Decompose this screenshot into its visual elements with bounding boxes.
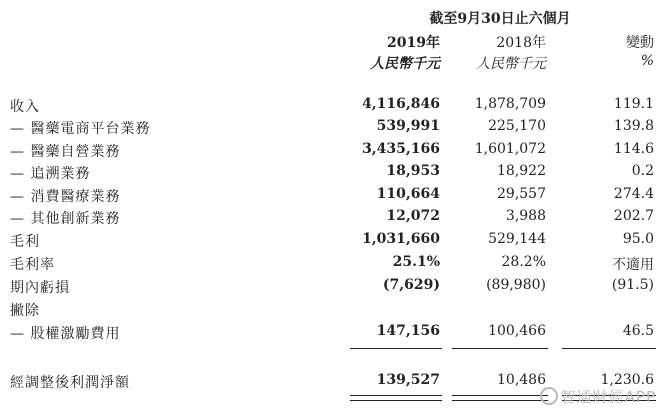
value-2018: 3,988: [505, 208, 546, 224]
total-double-rule-2018: [452, 395, 548, 401]
value-2018: 10,486: [497, 372, 546, 388]
table-row: [0, 186, 666, 208]
table-row: [0, 208, 666, 230]
watermark: [540, 386, 656, 407]
subtotal-rule-2019: [350, 348, 442, 349]
value-2018: 29,557: [497, 186, 546, 202]
row-label: 經調整後利潤淨額: [10, 375, 130, 391]
value-2019: 147,156: [376, 323, 440, 339]
value-2018: 529,144: [488, 231, 546, 247]
value-change: 0.2: [631, 163, 654, 179]
value-2018: 28.2%: [501, 254, 546, 270]
value-2019: 4,116,846: [362, 96, 440, 112]
value-2019: 18,953: [386, 163, 440, 179]
value-change: (91.5): [611, 277, 654, 293]
table-row: [0, 254, 666, 276]
value-2019: 110,664: [376, 186, 440, 202]
value-change: 不適用: [612, 257, 654, 273]
value-2018: (89,980): [486, 277, 546, 293]
year-2018-header: 2018年: [496, 35, 546, 51]
subtotal-rule-change: [562, 348, 656, 349]
year-2019-header: 2019年: [387, 35, 440, 51]
row-label: — 其他創新業務: [10, 211, 121, 227]
value-change: 46.5: [622, 323, 654, 339]
watermark-logo-icon: [540, 387, 558, 405]
row-label: — 醫藥電商平台業務: [10, 121, 151, 137]
value-2019: 25.1%: [392, 254, 440, 270]
table-row: [0, 163, 666, 185]
row-label: — 醫藥自營業務: [10, 144, 121, 160]
table-row: [0, 141, 666, 163]
row-label: 毛利: [10, 234, 40, 250]
row-label: 期內虧損: [10, 280, 70, 296]
table-row: [0, 231, 666, 253]
change-header: 變動: [626, 35, 654, 51]
table-row: [0, 323, 666, 345]
value-change: 202.7: [613, 208, 654, 224]
value-2018: 1,878,709: [474, 96, 546, 112]
value-2018: 1,601,072: [474, 141, 546, 157]
subtotal-rule-2018: [452, 348, 548, 349]
unit-2018: 人民幣千元: [476, 56, 546, 72]
value-2019: 139,527: [376, 372, 440, 388]
value-2019: 539,991: [376, 118, 440, 134]
value-change: 95.0: [622, 231, 654, 247]
value-2019: 12,072: [386, 208, 440, 224]
value-2019: 1,031,660: [362, 231, 440, 247]
unit-change: %: [640, 53, 654, 69]
value-2018: 18,922: [497, 163, 546, 179]
period-header: 截至9月30日止六個月: [429, 11, 571, 27]
value-2018: 225,170: [488, 118, 546, 134]
value-2019: (7,629): [382, 277, 440, 293]
value-change: 139.8: [613, 118, 654, 134]
row-label: — 股權激勵費用: [10, 326, 121, 342]
value-change: 1,230.6: [600, 372, 654, 388]
value-2018: 100,466: [488, 323, 546, 339]
row-label: 收入: [10, 99, 40, 115]
table-row: [0, 118, 666, 140]
value-change: 114.6: [613, 141, 654, 157]
value-change: 274.4: [613, 186, 654, 202]
row-label: — 追溯業務: [10, 166, 91, 182]
row-label: 毛利率: [10, 257, 55, 273]
row-label: — 消費醫療業務: [10, 189, 121, 205]
unit-2019: 人民幣千元: [370, 56, 440, 72]
table-row: [0, 96, 666, 118]
table-row: [0, 300, 666, 322]
total-double-rule-2019: [350, 395, 442, 401]
watermark-text: 智通財經APP: [560, 388, 656, 406]
value-change: 119.1: [613, 96, 654, 112]
table-row: [0, 277, 666, 299]
value-2019: 3,435,166: [362, 141, 440, 157]
row-label: 撇除: [10, 303, 40, 319]
